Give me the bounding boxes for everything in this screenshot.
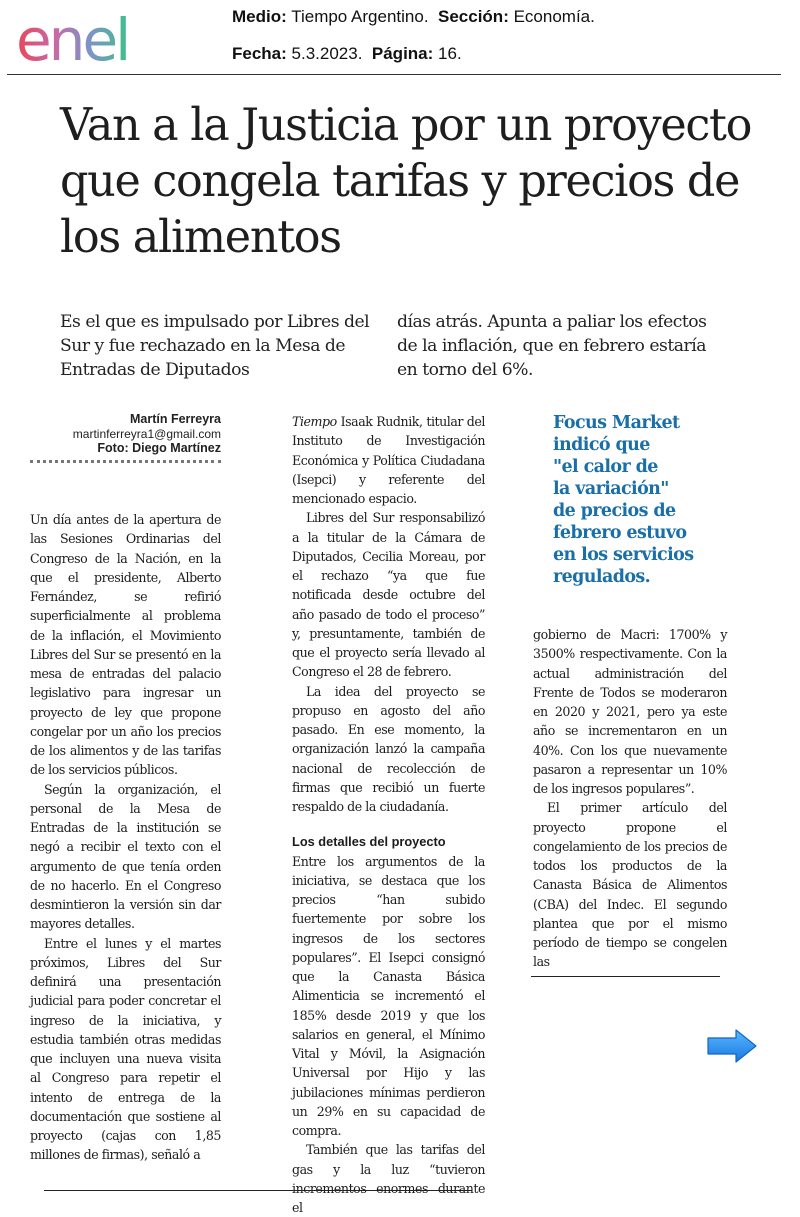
byline-photo-credit: Foto: Diego Martínez <box>97 441 221 455</box>
deck-right-text: días atrás. Apunta a paliar los efectos de la inflación, que en febrero estaría en torno del 6%. <box>397 312 707 380</box>
article-column-3 <box>533 625 727 972</box>
source-meta-line <box>232 7 595 27</box>
paragraph-text: Isaak Rudnik, titular del Instituto de Investigación Económica y Política Ciudadana (Isepci) y referente del mencionado espacio. <box>292 414 485 506</box>
byline <box>30 412 221 456</box>
paragraph: También que las tarifas del gas y la luz “tuvieron incrementos enormes durante el <box>292 1142 485 1215</box>
pagina-value: 16. <box>438 44 462 63</box>
pull-quote-line: Focus Market <box>553 413 680 433</box>
medio-label: Medio: <box>232 7 287 26</box>
article-headline: Van a la Justicia por un proyecto que congela tarifas y precios de los alimentos <box>60 100 752 263</box>
paragraph: Entre el lunes y el martes próximos, Libres del Sur definirá una presentación judicial para poder concretar el ingreso de la iniciativa, y estudia también otras medidas que incluyen una nueva visita al Congreso para repetir el intento de entrega de la documentación que sostiene al proyecto (cajas con 1,85 millones de firmas), señaló a <box>30 935 221 1163</box>
byline-divider <box>30 460 221 463</box>
pull-quote-line: indicó que <box>553 435 650 455</box>
paragraph: Libres del Sur responsabilizó a la titular de la Cámara de Diputados, Cecilia Moreau, por el rechazo “ya que fue notificada desde octubre del año pasado de todo el proceso” y, presuntamente, también de que el proyecto sería llevado al Congreso el 28 de febrero. <box>292 510 485 680</box>
fecha-value: 5.3.2023. <box>291 44 363 63</box>
paragraph: Entre los argumentos de la iniciativa, se destaca que los precios “han subido fuertemente por sobre los ingresos de los sectores populares”. El Isepci consignó que la Canasta Básica Alimenticia se incrementó el 185% desde 2019 y que los salarios en general, el Mínimo Vital y Móvil, la Asignación Universal por Hijo y las jubilaciones mínimas perdieron un 29% en su capacidad de compra. <box>292 853 485 1138</box>
header-divider <box>7 74 781 75</box>
medio-value: Tiempo Argentino. <box>291 7 429 26</box>
paragraph <box>292 412 485 508</box>
paragraph: Un día antes de la apertura de las Sesiones Ordinarias del Congreso de la Nación, en la que el presidente, Alberto Fernández, se refirió superficialmente al problema de la inflación, el Movimiento Libres del Sur se presentó en la mesa de entradas del palacio legislativo para ingresar un proyecto de ley que propone congelar por un año los precios de los alimentos y de las tarifas de los servicios públicos. <box>30 512 221 778</box>
paragraph: Según la organización, el personal de la Mesa de Entradas de la institución se negó a recibir el texto con el argumento de que tenía orden de no hacerlo. En el Congreso desmintieron la versión sin dar mayores detalles. <box>30 781 221 932</box>
page-bottom-rule <box>44 1190 472 1191</box>
svg-text:enel: enel <box>16 10 129 70</box>
pull-quote-line: en los servicios <box>553 545 694 565</box>
section-subhead: Los detalles del proyecto <box>292 834 446 850</box>
pagina-label: Página: <box>371 44 434 63</box>
deck-right <box>397 310 727 382</box>
column-end-rule <box>531 976 720 977</box>
paragraph: La idea del proyecto se propuso en agosto del año pasado. En ese momento, la organización lanzó la campaña nacional de recolección de firmas que recibió un fuerte respaldo de la ciudadanía. <box>292 683 485 814</box>
byline-email: martinferreyra1@gmail.com <box>72 427 221 441</box>
publication-name: Tiempo <box>292 414 337 429</box>
deck-left <box>60 310 390 382</box>
deck-left-text: Es el que es impulsado por Libres del Sur y fue rechazado en la Mesa de Entradas de Diputados <box>60 312 370 380</box>
byline-author: Martín Ferreyra <box>129 412 221 426</box>
pull-quote-line: febrero estuvo <box>553 523 687 543</box>
paragraph: El primer artículo del proyecto propone el congelamiento de los precios de todos los productos de la Canasta Básica de Alimentos (CBA) del Indec. El segundo plantea que por el mismo período de tiempo se congelen las <box>533 800 727 970</box>
paragraph: gobierno de Macri: 1700% y 3500% respectivamente. Con la actual administración del Frente de Todos se moderaron en 2020 y 2021, pero ya este año se incrementaron en un 40%. Con los que nuevamente pasaron a representar un 10% de los ingresos populares”. <box>533 627 727 796</box>
article-column-2 <box>292 412 485 1217</box>
pull-quote <box>553 412 753 588</box>
pull-quote-line: la variación" <box>553 479 669 499</box>
enel-logo <box>14 10 174 70</box>
date-meta-line <box>232 44 462 64</box>
article-column-1 <box>30 510 221 1165</box>
seccion-label: Sección: <box>438 7 509 26</box>
pull-quote-line: de precios de <box>553 501 676 521</box>
pull-quote-line: regulados. <box>553 567 651 587</box>
seccion-value: Economía. <box>513 7 595 26</box>
fecha-label: Fecha: <box>232 44 287 63</box>
arrow-right-icon[interactable] <box>706 1028 758 1064</box>
pull-quote-line: "el calor de <box>553 457 658 477</box>
